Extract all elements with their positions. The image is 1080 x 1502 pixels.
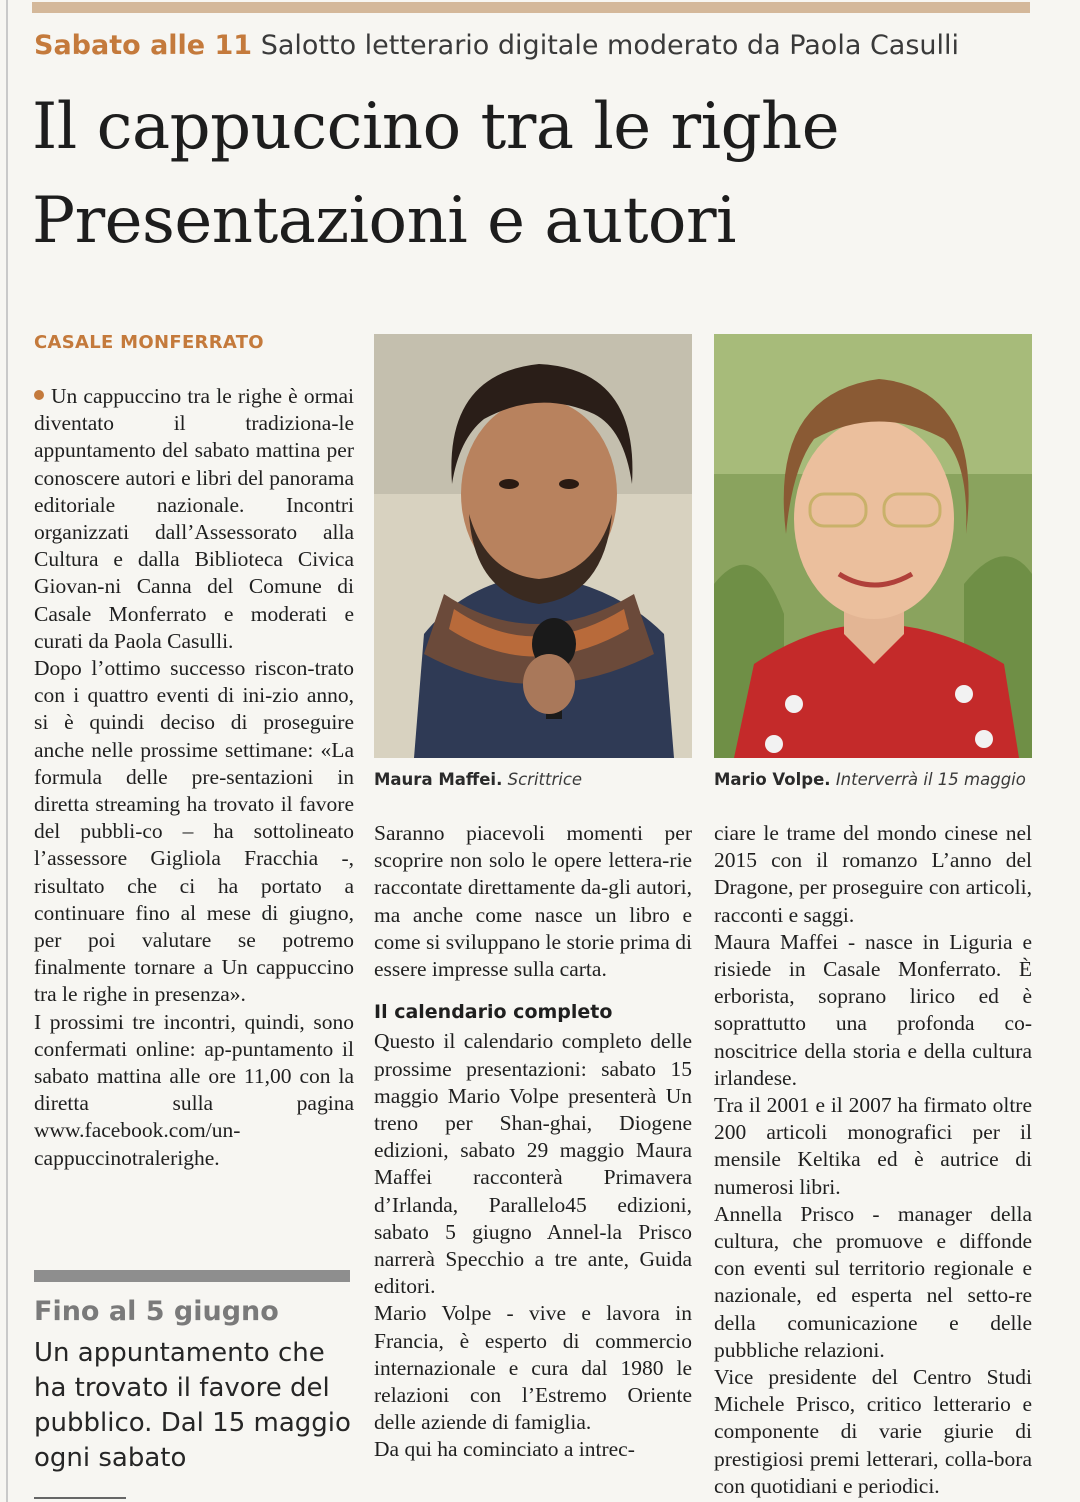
portrait-photo-man: [374, 334, 692, 758]
page-edge: [6, 0, 8, 1502]
paragraph: Maura Maffei - nasce in Liguria e risiede in Casale Monferrato. È erborista, soprano lirico ed è soprattutto una profonda co-noscitrice della storia e della cultura irlandese.: [714, 929, 1032, 1090]
dateline: CASALE MONFERRATO: [34, 332, 264, 353]
paragraph: Dopo l’ottimo successo riscon-trato con i quattro eventi di ini-zio anno, si è quindi deciso di proseguire anche nelle prossime settimane: «La formula delle pre-sentazioni in diretta streaming ha trovato il favore del pubbli-co – ha sottolineato l’assessore Gigliola Fracchia -, risultato che ci ha portato a continuare fino al mese di giugno, per poi valutare se potremo finalmente tornare a Un cappuccino tra le righe in presenza».: [34, 656, 354, 1007]
kicker: [34, 30, 959, 61]
sidebar-box-rule: [34, 1270, 350, 1282]
subheading: Il calendario completo: [374, 1001, 613, 1024]
article-column-1: [34, 383, 354, 1172]
caption-name: Maura Maffei.: [374, 770, 503, 789]
photo-caption-left: [374, 770, 582, 789]
kicker-text: Salotto letterario digitale moderato da Paola Casulli: [260, 30, 960, 61]
bottom-rule: [34, 1497, 126, 1499]
article-column-3: [714, 820, 1032, 1500]
portrait-woman-icon: [714, 334, 1032, 758]
portrait-photo-woman: [714, 334, 1032, 758]
headline-line-1: Il cappuccino tra le righe: [32, 90, 840, 164]
caption-role: Interverrà il 15 maggio: [835, 770, 1026, 789]
paragraph: Questo il calendario completo delle prossime presentazioni: sabato 15 maggio Mario Volpe presenterà Un treno per Shan-ghai, Diogene edizioni, sabato 29 maggio Maura Maffei racconterà Primavera d’Irlanda, Parallelo45 edizioni, sabato 5 giugno Annel-la Prisco narrerà Specchio a tre ante, Guida editori.: [374, 1029, 692, 1299]
headline-line-2: Presentazioni e autori: [32, 184, 736, 258]
paragraph-text: Un cappuccino tra le righe è ormai diventato il tradiziona-le appuntamento del sabato mattina per conoscere autori e libri del panorama editoriale nazionale. Incontri organizzati dall’Assessorato alla Cultura e dalla Biblioteca Civica Giovan-ni Canna del Comune di Casale Monferrato e moderati e curati da Paola Casulli.: [34, 384, 354, 653]
paragraph: I prossimi tre incontri, quindi, sono confermati online: ap-puntamento il sabato mattina alle ore 11,00 con la diretta sulla pagina www.facebook.com/un-cappuccinotralerighe.: [34, 1009, 354, 1170]
headline: [32, 80, 839, 268]
photo-caption-right: [714, 770, 1026, 789]
paragraph: Tra il 2001 e il 2007 ha firmato oltre 200 articoli monografici per il mensile Keltika ed è autrice di numerosi libri.: [714, 1093, 1032, 1199]
top-rule: [32, 2, 1030, 13]
paragraph: Vice presidente del Centro Studi Michele Prisco, critico letterario e componente di varie giurie di prestigiosi premi letterari, colla-bora con quotidiani e periodici.: [714, 1365, 1032, 1498]
paragraph: Mario Volpe - vive e lavora in Francia, è esperto di commercio internazionale e cura dal 1980 le relazioni con l’Estremo Oriente delle aziende di famiglia.: [374, 1301, 692, 1435]
paragraph: [34, 383, 354, 655]
caption-name: Mario Volpe.: [714, 770, 831, 789]
portrait-man-icon: [374, 334, 692, 758]
paragraph: ciare le trame del mondo cinese nel 2015 con il romanzo L’anno del Dragone, per proseguire con articoli, racconti e saggi.: [714, 821, 1032, 927]
paragraph: Annella Prisco - manager della cultura, che promuove e diffonde con eventi sul territorio regionale e nazionale, ed esperta nel setto-re della comunicazione e delle pubbliche relazioni.: [714, 1201, 1032, 1362]
bullet-icon: [34, 390, 44, 400]
sidebar-box-title: Fino al 5 giugno: [34, 1296, 279, 1327]
caption-role: Scrittrice: [507, 770, 583, 789]
paragraph: Saranno piacevoli momenti per scoprire non solo le opere lettera-rie raccontate direttamente da-gli autori, ma anche come nasce un libro e come si sviluppano le storie prima di essere impresse sulla carta.: [374, 821, 692, 982]
kicker-accent: Sabato alle 11: [34, 30, 253, 61]
paragraph: Da qui ha cominciato a intrec-: [374, 1437, 635, 1462]
sidebar-box-text: Un appuntamento che ha trovato il favore del pubblico. Dal 15 maggio ogni sabato: [34, 1338, 351, 1473]
article-column-2: [374, 820, 692, 1464]
